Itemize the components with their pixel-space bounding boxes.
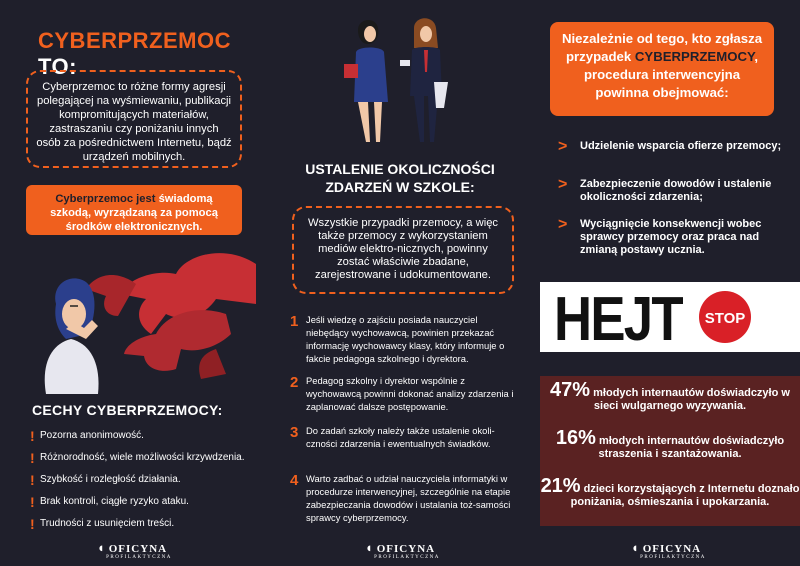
- stat-item: 16% młodych internautów doświadczyło straszenia i szantażowania.: [555, 427, 785, 460]
- procedure-title: USTALENIE OKOLICZNOŚCI ZDARZEŃ W SZKOLE:: [305, 161, 495, 195]
- footer-logo: ◖ OFICYNA PROFILAKTYCZNA: [364, 540, 440, 560]
- main-title: CYBERPRZEMOC TO:: [38, 28, 232, 79]
- intervention-box: Niezależnie od tego, kto zgłasza przypadek CYBERPRZEMOCY, procedura interwencyjna powinna obejmować:: [550, 22, 774, 116]
- procedure-step: 2 Pedagog szkolny i dyrektor wspólnie z wychowawcą powinni dokonać analizy zdarzenia i zaplanować dalsze postępowanie.: [290, 374, 514, 412]
- definition-box: [26, 70, 242, 168]
- procedure-step: 3 Do zadań szkoły należy także ustalenie okoli-czności zdarzenia i ewentualnych świadków.: [290, 424, 495, 449]
- chevron-right-icon: >: [558, 176, 568, 193]
- feature-item: ! Różnorodność, wiele możliwości krzywdzenia.: [30, 450, 245, 466]
- definition-highlight-box: Cyberprzemoc jest świadomą szkodą, wyrządzaną za pomocą środków elektronicznych.: [26, 185, 242, 235]
- column-definition: [0, 0, 266, 566]
- feature-item: ! Szybkość i rozległość działania.: [30, 472, 181, 488]
- definition-text: Cyberprzemoc to różne formy agresji polegającej na wyśmiewaniu, publikacji kompromitujących materiałów, zastraszaniu czy poniżaniu innych osób za pośrednictwem Internetu, bądź urządzeń mobilnych.: [36, 81, 232, 163]
- dragon-heads-icon: [86, 253, 256, 379]
- footer-logo: ◖ OFICYNA PROFILAKTYCZNA: [630, 540, 706, 560]
- two-women-illustration: [344, 12, 456, 150]
- chevron-right-icon: >: [558, 216, 568, 233]
- chevron-right-icon: >: [558, 138, 568, 155]
- stop-word: STOP: [704, 310, 746, 327]
- cyberbullying-illustration: [26, 244, 256, 394]
- logo-icon: ◖: [96, 540, 106, 555]
- column-procedure: [266, 0, 534, 566]
- stat-item: 47% młodych internautów doświadczyło w sieci wulgarnego wyzywania.: [550, 379, 790, 412]
- statistics-panel: [540, 376, 800, 526]
- hejt-stop-banner: [540, 282, 800, 352]
- woman-right-icon: [400, 18, 448, 142]
- column-intervention: Niezależnie od tego, kto zgłasza przypadek CYBERPRZEMOCY, procedura interwencyjna powinna obejmować: > Udzielenie wsparcia ofierze przemocy; > Zabezpieczenie dowodów i ustalenie okoliczności zdarzenia; > Wyciągnięcie konsekwencji wobec sprawcy przemocy oraz praca nad zmianą postawy ucznia. HEJT STOP 47% młodych internautów doświadczyło w sieci wulgarnego wyzywania. 16% młodych internautów doświadczyło straszenia i szantażowania. 21% dzieci korzystających z Internetu doznało poniżania, ośmieszania i upokarzania. ◖ OFICYNA PROFILAKTYCZNA: [534, 0, 800, 566]
- procedure-step: 4 Warto zadbać o udział nauczyciela informatyki w procedurze interwencyjnej, szczególnie na etapie zabezpieczania dowodów i ustalania toż-samości sprawcy cyberprzemocy.: [290, 472, 511, 523]
- scared-person-icon: [45, 278, 99, 394]
- logo-icon: ◖: [364, 540, 374, 555]
- logo-icon: ◖: [630, 540, 640, 555]
- stat-item: 21% dzieci korzystających z Internetu doznało poniżania, ośmieszania i upokarzania.: [540, 475, 800, 508]
- footer-logo: ◖ OFICYNA PROFILAKTYCZNA: [96, 540, 172, 560]
- feature-item: ! Trudności z usunięciem treści.: [30, 516, 175, 532]
- procedure-step: 1 Jeśli wiedzę o zajściu posiada nauczyciel niebędący wychowawcą, powinien przekazać informację wychowawcy klasy, który informuje o fakcie pedagoga szkolnego i dyrektora.: [290, 313, 505, 364]
- features-title: CECHY CYBERPRZEMOCY:: [32, 402, 223, 418]
- stop-sign-icon: [698, 290, 752, 344]
- procedure-box: Wszystkie przypadki przemocy, a więc także przemocy z wykorzystaniem mediów elektro-nicznych, powinny zostać właściwie zbadane, zarejestrowane i udokumentowane.: [292, 206, 514, 294]
- feature-item: ! Brak kontroli, ciągłe ryzyko ataku.: [30, 494, 189, 510]
- hejt-word: HEJT: [554, 285, 682, 354]
- feature-item: ! Pozorna anonimowość.: [30, 428, 144, 444]
- woman-left-icon: [344, 20, 388, 142]
